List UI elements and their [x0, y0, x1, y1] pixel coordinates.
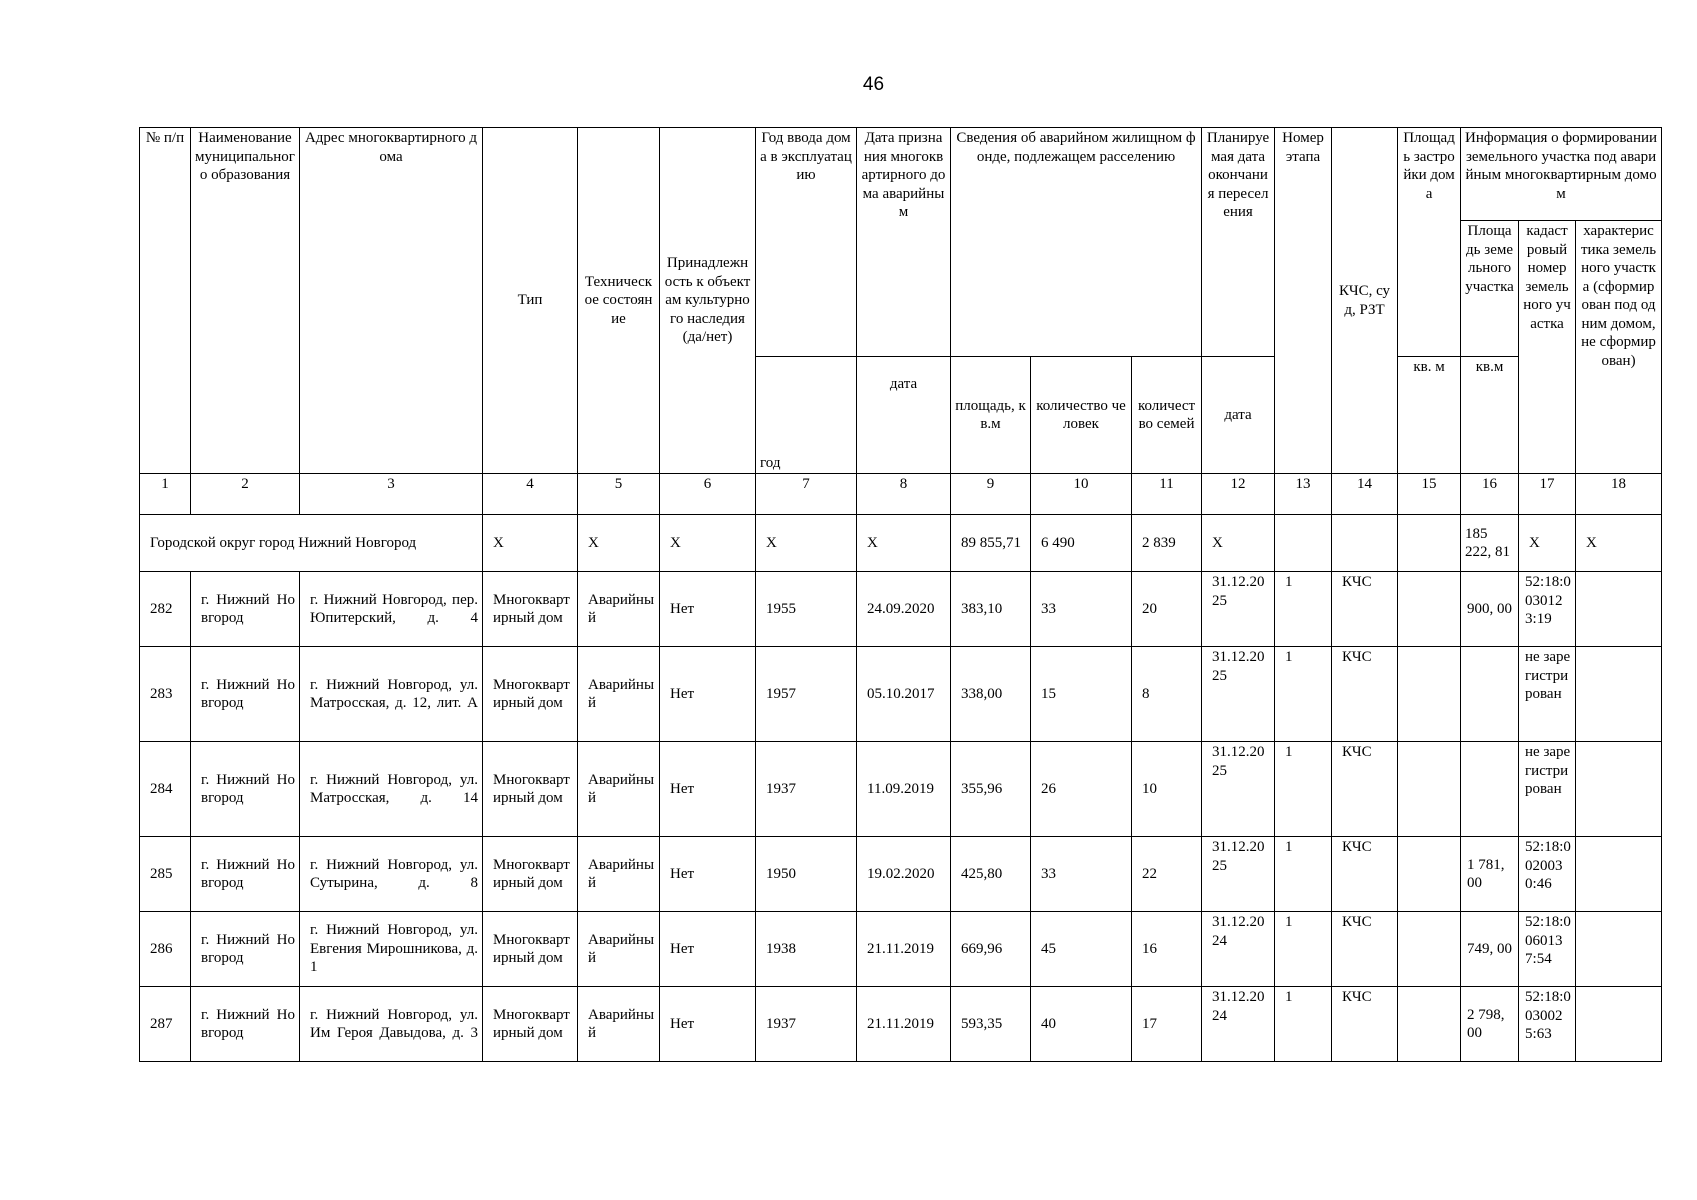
row-heritage: Нет	[660, 647, 756, 742]
row-municipality: г. Нижний Новгород	[191, 742, 300, 837]
total-state: X	[578, 515, 660, 572]
row-land-area: 2 798, 00	[1461, 987, 1519, 1062]
row-heritage: Нет	[660, 742, 756, 837]
header-year-sub: год	[756, 357, 857, 474]
row-people: 15	[1031, 647, 1132, 742]
row-type: Многоквартирный дом	[483, 647, 578, 742]
row-type: Многоквартирный дом	[483, 912, 578, 987]
row-families: 20	[1132, 572, 1202, 647]
row-built-area	[1398, 572, 1461, 647]
row-year: 1937	[756, 742, 857, 837]
row-number: 283	[140, 647, 191, 742]
row-number: 287	[140, 987, 191, 1062]
header-people: количество человек	[1031, 357, 1132, 474]
total-land-area: 185 222, 81	[1461, 515, 1519, 572]
row-families: 16	[1132, 912, 1202, 987]
column-number: 12	[1202, 474, 1275, 515]
column-number: 16	[1461, 474, 1519, 515]
header-type: Тип	[483, 128, 578, 474]
row-address: г. Нижний Новгород, ул. Матросская, д. 14	[300, 742, 483, 837]
row-state: Аварийный	[578, 647, 660, 742]
header-land-area-unit: кв.м	[1461, 357, 1519, 474]
column-number: 1	[140, 474, 191, 515]
row-basis: КЧС	[1332, 742, 1398, 837]
total-area: 89 855,71	[951, 515, 1031, 572]
column-number: 13	[1275, 474, 1332, 515]
row-land-area: 900, 00	[1461, 572, 1519, 647]
row-date-recognized: 05.10.2017	[857, 647, 951, 742]
row-cadastre: 52:18:003012 3:19	[1519, 572, 1576, 647]
header-planned-date-sub: дата	[1202, 357, 1275, 474]
row-built-area	[1398, 987, 1461, 1062]
header-stage-number: Номер этапа	[1275, 128, 1332, 474]
total-stage	[1275, 515, 1332, 572]
row-basis: КЧС	[1332, 647, 1398, 742]
row-municipality: г. Нижний Новгород	[191, 647, 300, 742]
row-people: 26	[1031, 742, 1132, 837]
row-land-char	[1576, 987, 1662, 1062]
column-number: 17	[1519, 474, 1576, 515]
total-families: 2 839	[1132, 515, 1202, 572]
row-area: 425,80	[951, 837, 1031, 912]
row-date-recognized: 19.02.2020	[857, 837, 951, 912]
row-date-recognized: 24.09.2020	[857, 572, 951, 647]
row-area: 383,10	[951, 572, 1031, 647]
column-number: 18	[1576, 474, 1662, 515]
row-municipality: г. Нижний Новгород	[191, 912, 300, 987]
row-year: 1950	[756, 837, 857, 912]
total-cadastre: X	[1519, 515, 1576, 572]
row-date-recognized: 21.11.2019	[857, 912, 951, 987]
row-address: г. Нижний Новгород, ул. Им Героя Давыдова, д. 3	[300, 987, 483, 1062]
header-technical-state: Техническое состояние	[578, 128, 660, 474]
table-row	[140, 572, 1662, 647]
table-row	[140, 987, 1662, 1062]
row-area: 593,35	[951, 987, 1031, 1062]
total-heritage: X	[660, 515, 756, 572]
row-planned-date: 31.12.2025	[1202, 742, 1275, 837]
header-built-area-unit: кв. м	[1398, 357, 1461, 474]
table-row	[140, 742, 1662, 837]
row-people: 33	[1031, 572, 1132, 647]
column-number-row	[140, 474, 1662, 515]
row-land-area: 1 781, 00	[1461, 837, 1519, 912]
row-heritage: Нет	[660, 572, 756, 647]
emergency-housing-table	[139, 127, 1662, 1062]
row-families: 22	[1132, 837, 1202, 912]
total-label: Городской округ город Нижний Новгород	[140, 515, 483, 572]
row-stage: 1	[1275, 742, 1332, 837]
row-address: г. Нижний Новгород, пер. Юпитерский, д. 4	[300, 572, 483, 647]
row-land-char	[1576, 572, 1662, 647]
row-cadastre: 52:18:003002 5:63	[1519, 987, 1576, 1062]
total-date: X	[857, 515, 951, 572]
row-people: 33	[1031, 837, 1132, 912]
row-stage: 1	[1275, 912, 1332, 987]
row-land-area	[1461, 647, 1519, 742]
row-address: г. Нижний Новгород, ул. Матросская, д. 12, лит. А	[300, 647, 483, 742]
row-land-area: 749, 00	[1461, 912, 1519, 987]
row-planned-date: 31.12.2024	[1202, 912, 1275, 987]
header-date-sub: дата	[857, 357, 951, 474]
row-stage: 1	[1275, 647, 1332, 742]
page-number: 46	[862, 74, 885, 95]
row-land-char	[1576, 742, 1662, 837]
header-area: площадь, кв.м	[951, 357, 1031, 474]
row-municipality: г. Нижний Новгород	[191, 987, 300, 1062]
header-date-recognized: Дата признания многоквартирного дома аварийным	[857, 128, 951, 357]
row-address: г. Нижний Новгород, ул. Евгения Мирошникова, д. 1	[300, 912, 483, 987]
total-land-char: X	[1576, 515, 1662, 572]
table-row	[140, 647, 1662, 742]
row-heritage: Нет	[660, 987, 756, 1062]
header-basis: КЧС, суд, РЗТ	[1332, 128, 1398, 474]
column-number: 11	[1132, 474, 1202, 515]
total-row	[140, 515, 1662, 572]
column-number: 6	[660, 474, 756, 515]
row-built-area	[1398, 742, 1461, 837]
header-municipality: Наименование муниципального образования	[191, 128, 300, 474]
row-basis: КЧС	[1332, 912, 1398, 987]
row-area: 338,00	[951, 647, 1031, 742]
row-cadastre: 52:18:002003 0:46	[1519, 837, 1576, 912]
row-type: Многоквартирный дом	[483, 987, 578, 1062]
header-address: Адрес многоквартирного дома	[300, 128, 483, 474]
row-state: Аварийный	[578, 987, 660, 1062]
header-heritage: Принадлежность к объектам культурного наследия (да/нет)	[660, 128, 756, 474]
header-land-area: Площадь земельного участка	[1461, 221, 1519, 357]
header-cadastral-number: кадастровый номер земельного участка	[1519, 221, 1576, 474]
row-number: 282	[140, 572, 191, 647]
row-area: 355,96	[951, 742, 1031, 837]
column-number: 10	[1031, 474, 1132, 515]
row-built-area	[1398, 912, 1461, 987]
row-people: 40	[1031, 987, 1132, 1062]
header-emergency-fund-group: Сведения об аварийном жилищном фонде, подлежащем расселению	[951, 128, 1202, 357]
header-built-area: Площадь застройки дома	[1398, 128, 1461, 357]
row-municipality: г. Нижний Новгород	[191, 572, 300, 647]
row-year: 1955	[756, 572, 857, 647]
row-planned-date: 31.12.2024	[1202, 987, 1275, 1062]
column-number: 4	[483, 474, 578, 515]
row-families: 17	[1132, 987, 1202, 1062]
total-type: X	[483, 515, 578, 572]
total-people: 6 490	[1031, 515, 1132, 572]
row-planned-date: 31.12.2025	[1202, 572, 1275, 647]
header-planned-date: Планируемая дата окончания переселения	[1202, 128, 1275, 357]
column-number: 14	[1332, 474, 1398, 515]
row-date-recognized: 11.09.2019	[857, 742, 951, 837]
row-state: Аварийный	[578, 742, 660, 837]
row-type: Многоквартирный дом	[483, 572, 578, 647]
header-land-characteristic: характеристика земельного участка (сформирован под одним домом, не сформирован)	[1576, 221, 1662, 474]
row-land-char	[1576, 837, 1662, 912]
row-stage: 1	[1275, 987, 1332, 1062]
row-number: 284	[140, 742, 191, 837]
row-type: Многоквартирный дом	[483, 742, 578, 837]
row-basis: КЧС	[1332, 572, 1398, 647]
row-type: Многоквартирный дом	[483, 837, 578, 912]
row-stage: 1	[1275, 837, 1332, 912]
row-date-recognized: 21.11.2019	[857, 987, 951, 1062]
row-planned-date: 31.12.2025	[1202, 837, 1275, 912]
column-number: 15	[1398, 474, 1461, 515]
row-heritage: Нет	[660, 837, 756, 912]
row-state: Аварийный	[578, 912, 660, 987]
row-address: г. Нижний Новгород, ул. Сутырина, д. 8	[300, 837, 483, 912]
row-people: 45	[1031, 912, 1132, 987]
row-land-char	[1576, 647, 1662, 742]
header-year-commissioned: Год ввода дома в эксплуатацию	[756, 128, 857, 357]
column-number: 7	[756, 474, 857, 515]
row-area: 669,96	[951, 912, 1031, 987]
total-built-area	[1398, 515, 1461, 572]
column-number: 8	[857, 474, 951, 515]
row-basis: КЧС	[1332, 837, 1398, 912]
column-number: 5	[578, 474, 660, 515]
row-municipality: г. Нижний Новгород	[191, 837, 300, 912]
row-built-area	[1398, 837, 1461, 912]
header-row-number: № п/п	[140, 128, 191, 474]
total-basis	[1332, 515, 1398, 572]
row-number: 285	[140, 837, 191, 912]
row-families: 8	[1132, 647, 1202, 742]
table-row	[140, 912, 1662, 987]
row-heritage: Нет	[660, 912, 756, 987]
row-year: 1957	[756, 647, 857, 742]
row-number: 286	[140, 912, 191, 987]
header-land-plot-group: Информация о формировании земельного участка под аварийным многоквартирным домом	[1461, 128, 1662, 221]
row-state: Аварийный	[578, 837, 660, 912]
column-number: 9	[951, 474, 1031, 515]
row-planned-date: 31.12.2025	[1202, 647, 1275, 742]
column-number: 2	[191, 474, 300, 515]
column-number: 3	[300, 474, 483, 515]
row-year: 1938	[756, 912, 857, 987]
header-families: количество семей	[1132, 357, 1202, 474]
total-planned-date: X	[1202, 515, 1275, 572]
row-cadastre: 52:18:006013 7:54	[1519, 912, 1576, 987]
row-land-area	[1461, 742, 1519, 837]
row-families: 10	[1132, 742, 1202, 837]
row-built-area	[1398, 647, 1461, 742]
row-stage: 1	[1275, 572, 1332, 647]
row-year: 1937	[756, 987, 857, 1062]
row-land-char	[1576, 912, 1662, 987]
total-year: X	[756, 515, 857, 572]
table-row	[140, 837, 1662, 912]
row-cadastre: не зарегистрирован	[1519, 647, 1576, 742]
row-cadastre: не зарегистрирован	[1519, 742, 1576, 837]
row-basis: КЧС	[1332, 987, 1398, 1062]
row-state: Аварийный	[578, 572, 660, 647]
